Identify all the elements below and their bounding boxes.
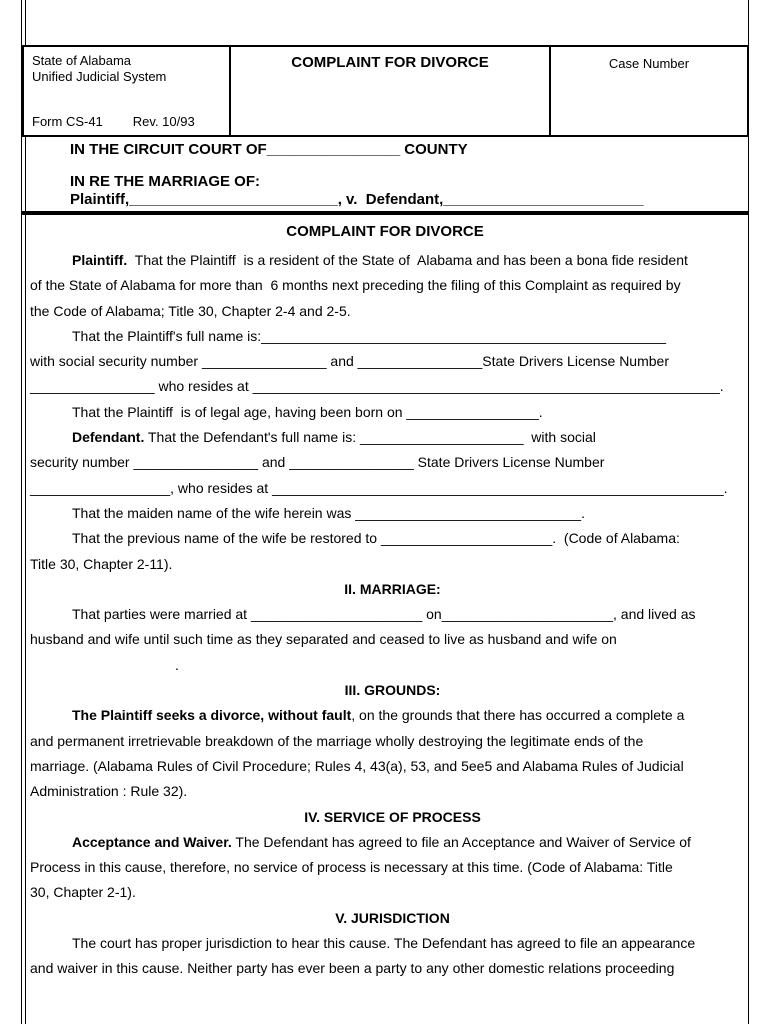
form-number: Form CS-41	[32, 114, 103, 129]
maiden-name-line: That the maiden name of the wife herein was _____________________________.	[72, 504, 585, 521]
complaint-title: COMPLAINT FOR DIVORCE	[286, 223, 484, 240]
grounds-para-line1	[30, 703, 755, 728]
defendant-ssn-line: security number ________________ and ________________ State Drivers License Number	[30, 454, 605, 471]
residency-para-line2: of the State of Alabama for more than 6 months next preceding the filing of this Complaint as required by	[30, 277, 681, 294]
defendant-name-line	[30, 425, 755, 450]
residency-text-1: That the Plaintiff is a resident of the State of Alabama and has been a bona fide resident	[127, 252, 688, 268]
case-number-label: Case Number	[608, 56, 690, 71]
jurisdiction-para-line1: The court has proper jurisdiction to hear this cause. The Defendant has agreed to file an appearance	[72, 935, 696, 952]
service-lead-phrase: Acceptance and Waiver.	[72, 833, 232, 850]
system-name: Unified Judicial System	[32, 69, 167, 84]
separation-date-period: .	[175, 656, 179, 673]
marriage-heading: II. MARRIAGE:	[344, 580, 441, 597]
issuing-agency-cell	[24, 47, 229, 135]
defendant-name-text: That the Defendant's full name is: _____________________ with social	[144, 429, 596, 446]
service-para-line2: Process in this cause, therefore, no service of process is necessary at this time. (Code of Alabama: Title	[30, 859, 673, 876]
form-header-table	[22, 45, 749, 137]
plaintiff-lead-word: Plaintiff.	[72, 252, 128, 268]
form-body	[30, 248, 755, 982]
jurisdiction-para-line2: and waiver in this cause. Neither party has ever been a party to any other domestic relations proceeding	[30, 960, 675, 977]
defendant-lead-word: Defendant.	[72, 429, 145, 446]
form-revision: Rev. 10/93	[132, 114, 195, 129]
service-text-1: The Defendant has agreed to file an Acceptance and Waiver of Service of	[231, 833, 691, 850]
residency-para-line1	[30, 248, 755, 273]
residency-para-line3: the Code of Alabama; Title 30, Chapter 2-4 and 2-5.	[30, 302, 351, 319]
grounds-para-line3: marriage. (Alabama Rules of Civil Procedure; Rules 4, 43(a), 53, and 5ee5 and Alabama Rules of Judicial	[30, 757, 684, 774]
case-number-cell	[551, 47, 747, 135]
service-para-line1	[30, 830, 755, 855]
name-restore-line1: That the previous name of the wife be restored to ______________________. (Code of Alabama:	[72, 530, 680, 547]
grounds-para-line4: Administration : Rule 32).	[30, 783, 188, 800]
marriage-para-line1: That parties were married at ______________________ on______________________, and lived as	[72, 606, 696, 623]
state-name: State of Alabama	[32, 53, 132, 68]
form-title-header: COMPLAINT FOR DIVORCE	[291, 54, 489, 71]
grounds-text-1: , on the grounds that there has occurred a complete a	[351, 707, 685, 724]
plaintiff-name-line: That the Plaintiff's full name is:____________________________________________________	[72, 327, 667, 344]
court-caption-line: IN THE CIRCUIT COURT OF________________ COUNTY	[70, 141, 468, 158]
case-caption	[70, 141, 644, 209]
form-number-row	[32, 114, 221, 130]
grounds-heading: III. GROUNDS:	[344, 682, 441, 699]
jurisdiction-heading: V. JURISDICTION	[335, 909, 450, 926]
grounds-para-line2: and permanent irretrievable breakdown of the marriage wholly destroying the legitimate ends of the	[30, 732, 644, 749]
plaintiff-age-line: That the Plaintiff is of legal age, having been born on _________________.	[72, 403, 543, 420]
plaintiff-address-line: ________________ who resides at ____________________________________________________________.	[30, 378, 724, 395]
grounds-lead-phrase: The Plaintiff seeks a divorce, without fault	[72, 707, 352, 724]
name-restore-line2: Title 30, Chapter 2-11).	[30, 555, 173, 572]
plaintiff-ssn-line: with social security number ________________ and ________________State Drivers License Number	[30, 353, 669, 370]
service-heading: IV. SERVICE OF PROCESS	[304, 808, 481, 825]
in-re-line: IN RE THE MARRIAGE OF:	[70, 173, 260, 190]
double-rule-divider	[22, 211, 749, 215]
service-para-line3: 30, Chapter 2-1).	[30, 884, 136, 901]
parties-line: Plaintiff,_________________________, v. Defendant,________________________	[70, 191, 644, 208]
defendant-address-line: __________________, who resides at __________________________________________________________.	[30, 479, 728, 496]
marriage-para-line2: husband and wife until such time as they separated and ceased to live as husband and wife on	[30, 631, 617, 648]
form-title-cell	[229, 47, 551, 135]
left-border-rule	[21, 0, 26, 1024]
